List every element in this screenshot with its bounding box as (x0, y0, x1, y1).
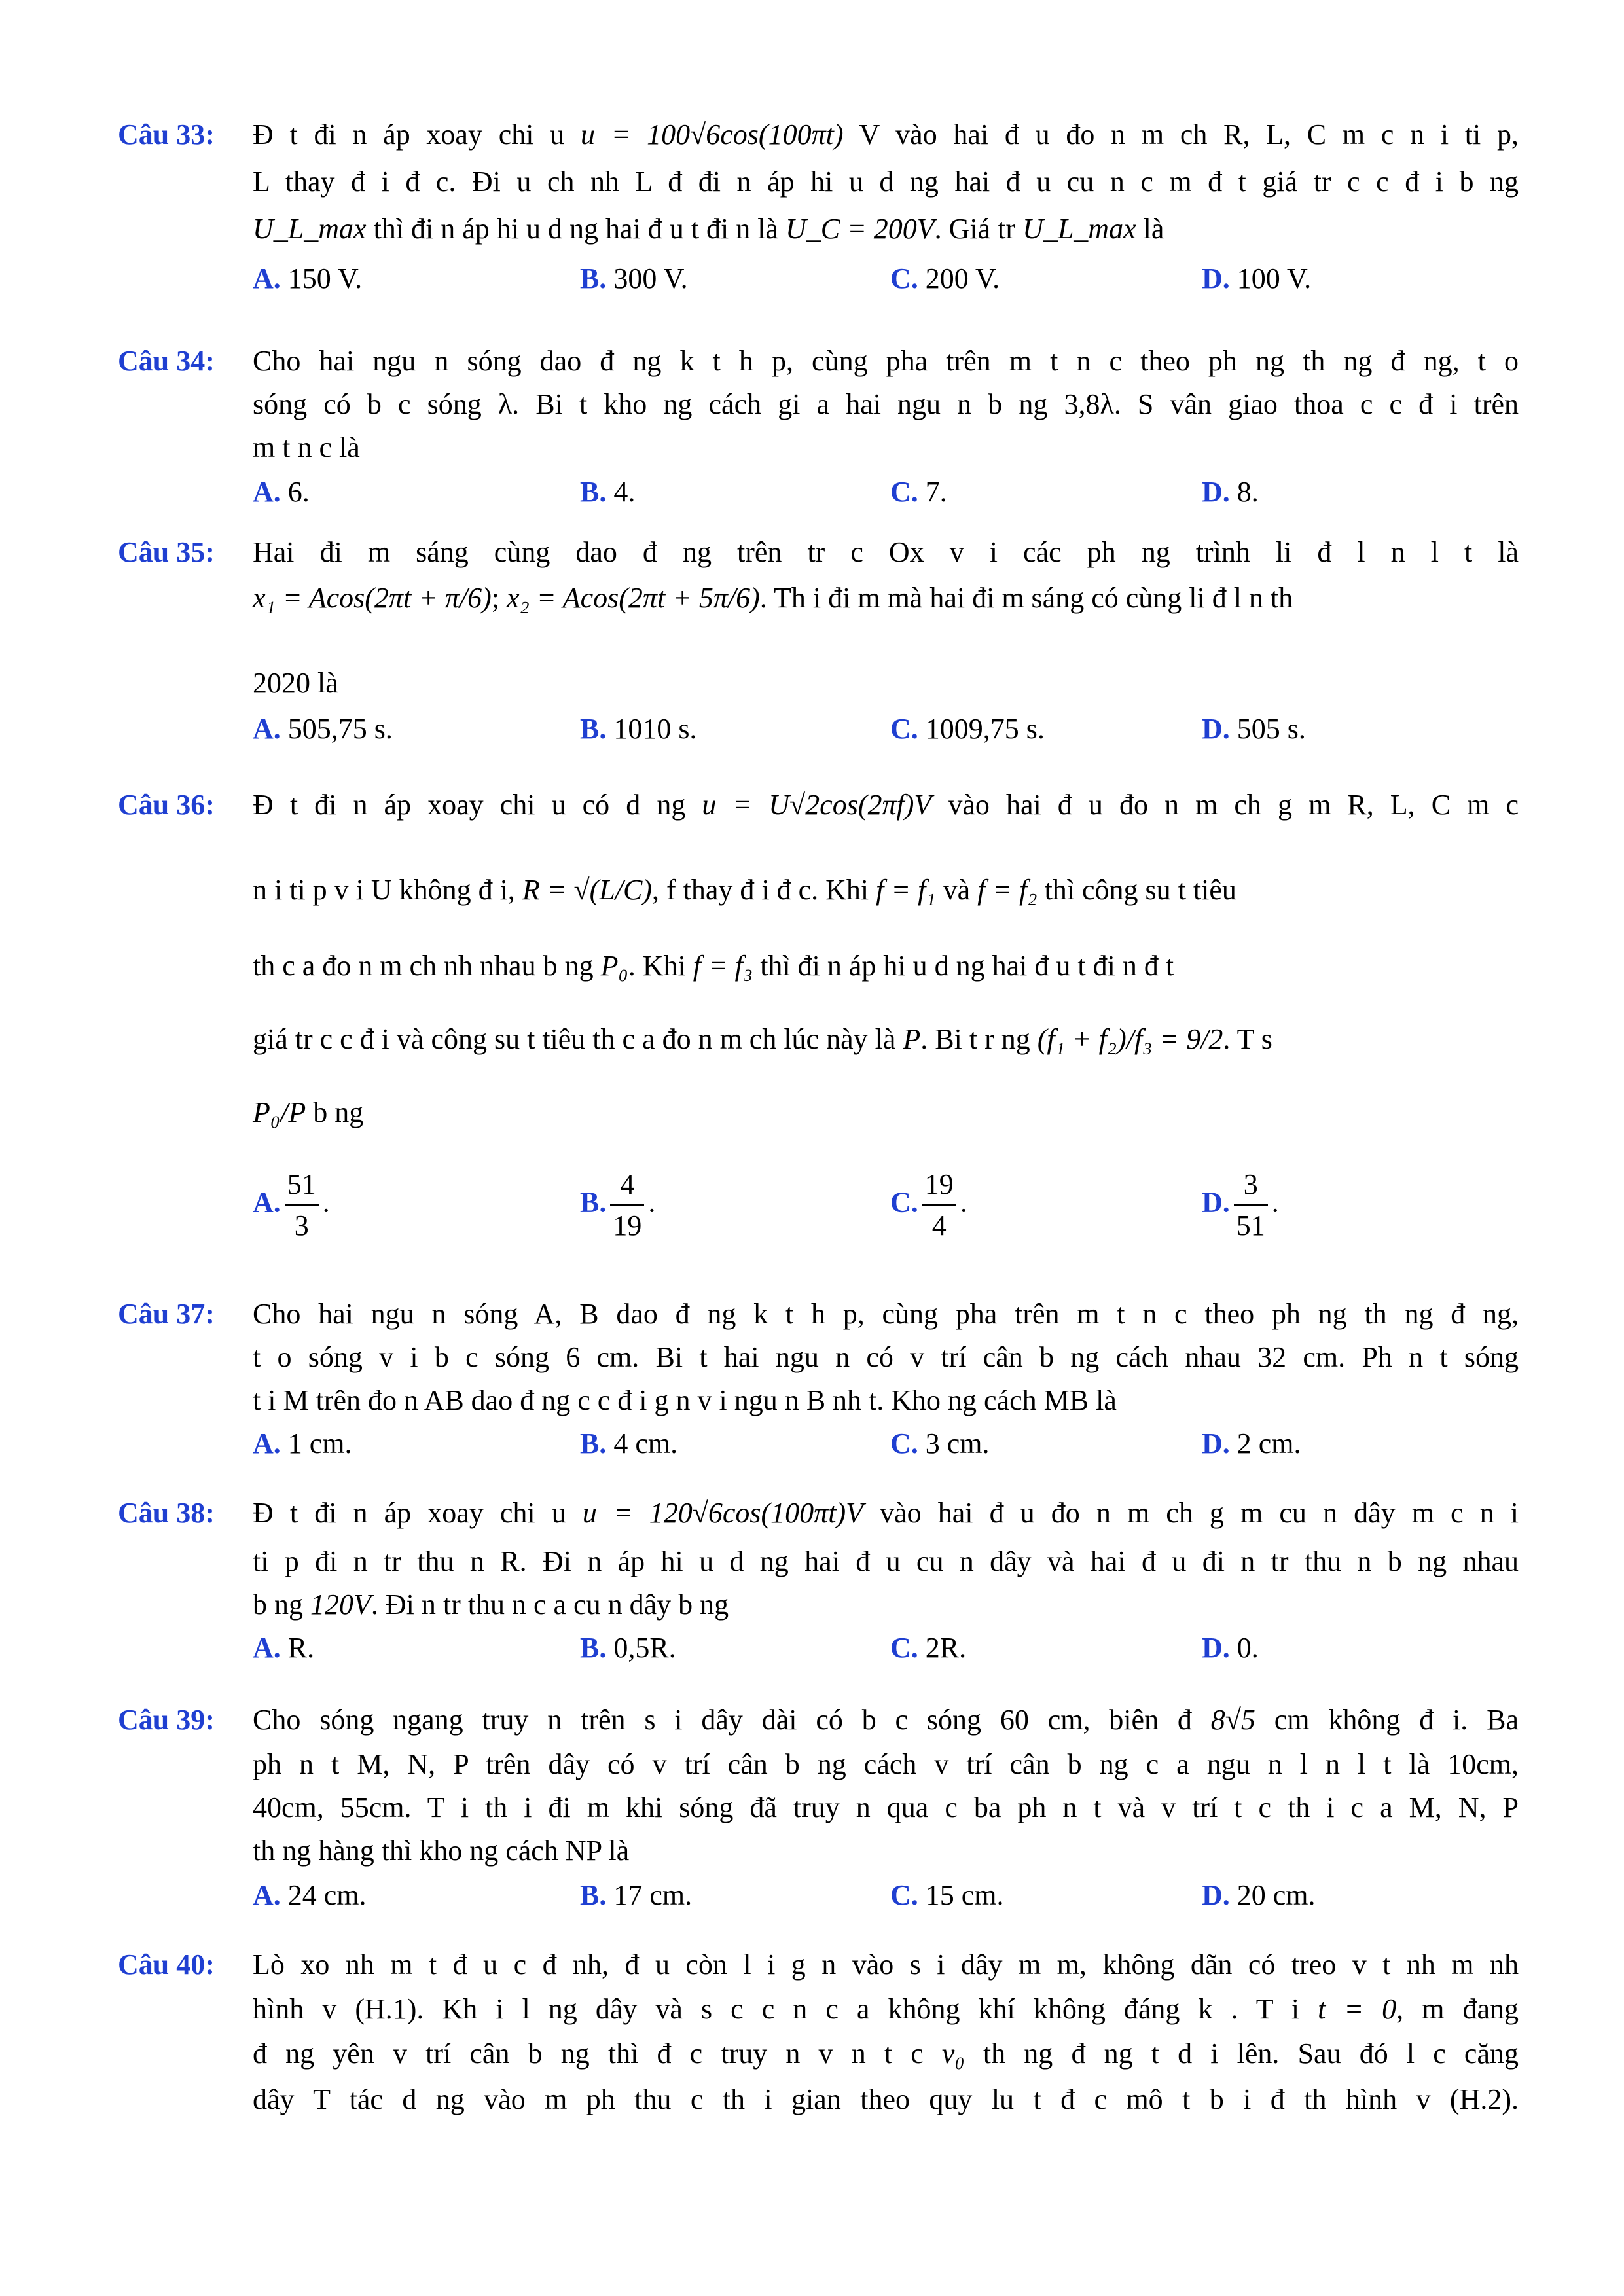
question-label: Câu 38: (118, 1497, 215, 1529)
question-text-line: t i M trên đo n AB dao đ ng c c đ i g n v i ngu n B nh t. Kho ng cách MB là (253, 1384, 1117, 1416)
question-text-line: Cho sóng ngang truy n trên s i dây dài có b c sóng 60 cm, biên đ 8√5 cm không đ i. Ba (253, 1704, 1519, 1736)
option-a: A. 150 V. (253, 262, 363, 295)
equation: U_C = 200V (785, 213, 935, 245)
fraction: $\frac{4}{19}$ (610, 1168, 644, 1243)
question-text-line: giá tr c c đ i và công su t tiêu th c a đo n m ch lúc này là P. Bi t r ng (f₁ + f₂)/f₃ = 9/2. T s (253, 1023, 1272, 1055)
question-label: Câu 36: (118, 789, 215, 821)
question-text-line: hình v (H.1). Kh i l ng dây và s c c n c a không khí không đáng k . T i t = 0, m đang (253, 1993, 1519, 2025)
option-d: D. 100 V. (1202, 262, 1312, 295)
option-c: C. 3 cm. (890, 1427, 990, 1460)
equation: 120V (310, 1588, 371, 1621)
question-text-line: đ ng yên v trí cân b ng thì đ c truy n v n t c v₀ th ng đ ng t d i lên. Sau đó l c căng (253, 2037, 1519, 2070)
question-text-line: Cho hai ngu n sóng dao đ ng k t h p, cùng pha trên m t n c theo ph ng th ng đ ng, t o (253, 345, 1519, 377)
option-d: D. 0. (1202, 1632, 1259, 1664)
question-label: Câu 37: (118, 1298, 215, 1330)
option-a: A. 505,75 s. (253, 713, 393, 745)
option-c: C. 7. (890, 476, 947, 508)
equation: P (903, 1023, 921, 1055)
question-text-line: sóng có b c sóng λ. Bi t kho ng cách gi a hai ngu n b ng 3,8λ. S vân giao thoa c c đ i trên (253, 388, 1519, 420)
question-label: Câu 40: (118, 1948, 215, 1981)
equation: u = 100√6cos(100πt) (580, 118, 844, 151)
option-c: C. 2R. (890, 1632, 967, 1664)
question-text-line: L thay đ i đ c. Đi u ch nh L đ đi n áp hi u d ng hai đ u cu n c m đ t giá tr c c đ i b ng (253, 166, 1519, 198)
option-b: B. 1010 s. (580, 713, 697, 745)
question-text-line: x₁ = Acos(2πt + π/6); x₂ = Acos(2πt + 5π/6). Th i đi m mà hai đi m sáng có cùng li đ l n th (253, 582, 1293, 614)
option-a: A. $\frac{51}{3}$ . (253, 1168, 330, 1242)
option-d: D. 8. (1202, 476, 1259, 508)
equation: f = f₃ (693, 950, 753, 982)
option-c: C. 15 cm. (890, 1879, 1004, 1911)
option-a: A. 24 cm. (253, 1879, 367, 1911)
question-text-line: ti p đi n tr thu n R. Đi n áp hi u d ng hai đ u cu n dây và hai đ u đi n tr thu n b ng nhau (253, 1545, 1519, 1577)
equation: U_L_max (253, 213, 367, 245)
question-text-line: n i ti p v i U không đ i, R = √(L/C), f thay đ i đ c. Khi f = f₁ và f = f₂ thì công su t tiêu (253, 874, 1236, 906)
option-b: B. 300 V. (580, 262, 688, 295)
option-d: D. $\frac{3}{51}$ . (1202, 1168, 1279, 1242)
equation: f = f₁ (876, 874, 936, 906)
option-b: B. 4 cm. (580, 1427, 678, 1460)
option-d: D. 2 cm. (1202, 1427, 1301, 1460)
option-b: B. 0,5R. (580, 1632, 676, 1664)
question-text-line: Hai đi m sáng cùng dao đ ng trên tr c Ox v i các ph ng trình li đ l n l t là (253, 536, 1519, 568)
question-text-line: Đ t đi n áp xoay chi u có d ng u = U√2cos(2πf)V vào hai đ u đo n m ch g m R, L, C m c (253, 789, 1519, 821)
equation: t = 0 (1318, 1993, 1397, 2025)
fraction: $\frac{51}{3}$ (285, 1168, 319, 1243)
question-text-line: dây T tác d ng vào m ph thu c th i gian theo quy lu t đ c mô t b i đ th hình v (H.2). (253, 2083, 1519, 2115)
equation-x1: x₁ = Acos(2πt + π/6) (253, 582, 492, 614)
question-text-line: 2020 là (253, 667, 338, 699)
question-text-line: P₀/P b ng (253, 1096, 364, 1128)
option-a: A. R. (253, 1632, 315, 1664)
question-label: Câu 33: (118, 118, 215, 151)
equation: f = f₂ (977, 874, 1038, 906)
option-c: C. $\frac{19}{4}$ . (890, 1168, 967, 1242)
question-text-line: m t n c là (253, 431, 360, 463)
question-text-line: t o sóng v i b c sóng 6 cm. Bi t hai ngu n có v trí cân b ng cách nhau 32 cm. Ph n t sóng (253, 1341, 1519, 1373)
option-b: B. $\frac{4}{19}$ . (580, 1168, 656, 1242)
question-text-line: Đ t đi n áp xoay chi u u = 120√6cos(100πt)V vào hai đ u đo n m ch g m cu n dây m c n i (253, 1497, 1519, 1529)
option-b: B. 17 cm. (580, 1879, 693, 1911)
question-text-line: 40cm, 55cm. T i th i đi m khi sóng đã truy n qua c ba ph n t và v trí t c th i c a M, N, P (253, 1791, 1519, 1823)
question-text-line: th ng hàng thì kho ng cách NP là (253, 1835, 630, 1867)
option-b: B. 4. (580, 476, 636, 508)
equation: U_L_max (1022, 213, 1136, 245)
question-label: Câu 34: (118, 345, 215, 377)
equation: v₀ (941, 2037, 965, 2070)
question-label: Câu 39: (118, 1704, 215, 1736)
option-c: C. 1009,75 s. (890, 713, 1045, 745)
option-d: D. 505 s. (1202, 713, 1306, 745)
question-text-line: b ng 120V. Đi n tr thu n c a cu n dây b ng (253, 1588, 729, 1621)
equation: P₀/P (253, 1096, 306, 1128)
option-c: C. 200 V. (890, 262, 1000, 295)
fraction: $\frac{19}{4}$ (922, 1168, 956, 1243)
question-text-line: Lò xo nh m t đ u c đ nh, đ u còn l i g n vào s i dây m m, không dãn có treo v t nh m nh (253, 1948, 1519, 1981)
question-text-line: th c a đo n m ch nh nhau b ng P₀. Khi f = f₃ thì đi n áp hi u d ng hai đ u t đi n đ t (253, 950, 1174, 982)
fraction: $\frac{3}{51}$ (1234, 1168, 1268, 1243)
equation: 8√5 (1210, 1704, 1255, 1736)
option-d: D. 20 cm. (1202, 1879, 1316, 1911)
question-text-line: Đ t đi n áp xoay chi u u = 100√6cos(100πt) V vào hai đ u đo n m ch R, L, C m c n i ti p, (253, 118, 1519, 151)
equation: (f₁ + f₂)/f₃ = 9/2 (1037, 1023, 1223, 1055)
equation-x2: x₂ = Acos(2πt + 5π/6) (507, 582, 760, 614)
option-a: A. 6. (253, 476, 310, 508)
equation: P₀ (600, 950, 628, 982)
question-text-line: ph n t M, N, P trên dây có v trí cân b ng cách v trí cân b ng c a ngu n l n l t là 10cm, (253, 1748, 1519, 1780)
option-a: A. 1 cm. (253, 1427, 352, 1460)
equation: u = U√2cos(2πf)V (702, 789, 932, 821)
question-text-line: Cho hai ngu n sóng A, B dao đ ng k t h p, cùng pha trên m t n c theo ph ng th ng đ ng, (253, 1298, 1519, 1330)
question-text-line: U_L_max thì đi n áp hi u d ng hai đ u t đi n là U_C = 200V. Giá tr U_L_max là (253, 213, 1164, 245)
equation: u = 120√6cos(100πt)V (582, 1497, 863, 1529)
question-label: Câu 35: (118, 536, 215, 568)
equation: R = √(L/C) (522, 874, 652, 906)
